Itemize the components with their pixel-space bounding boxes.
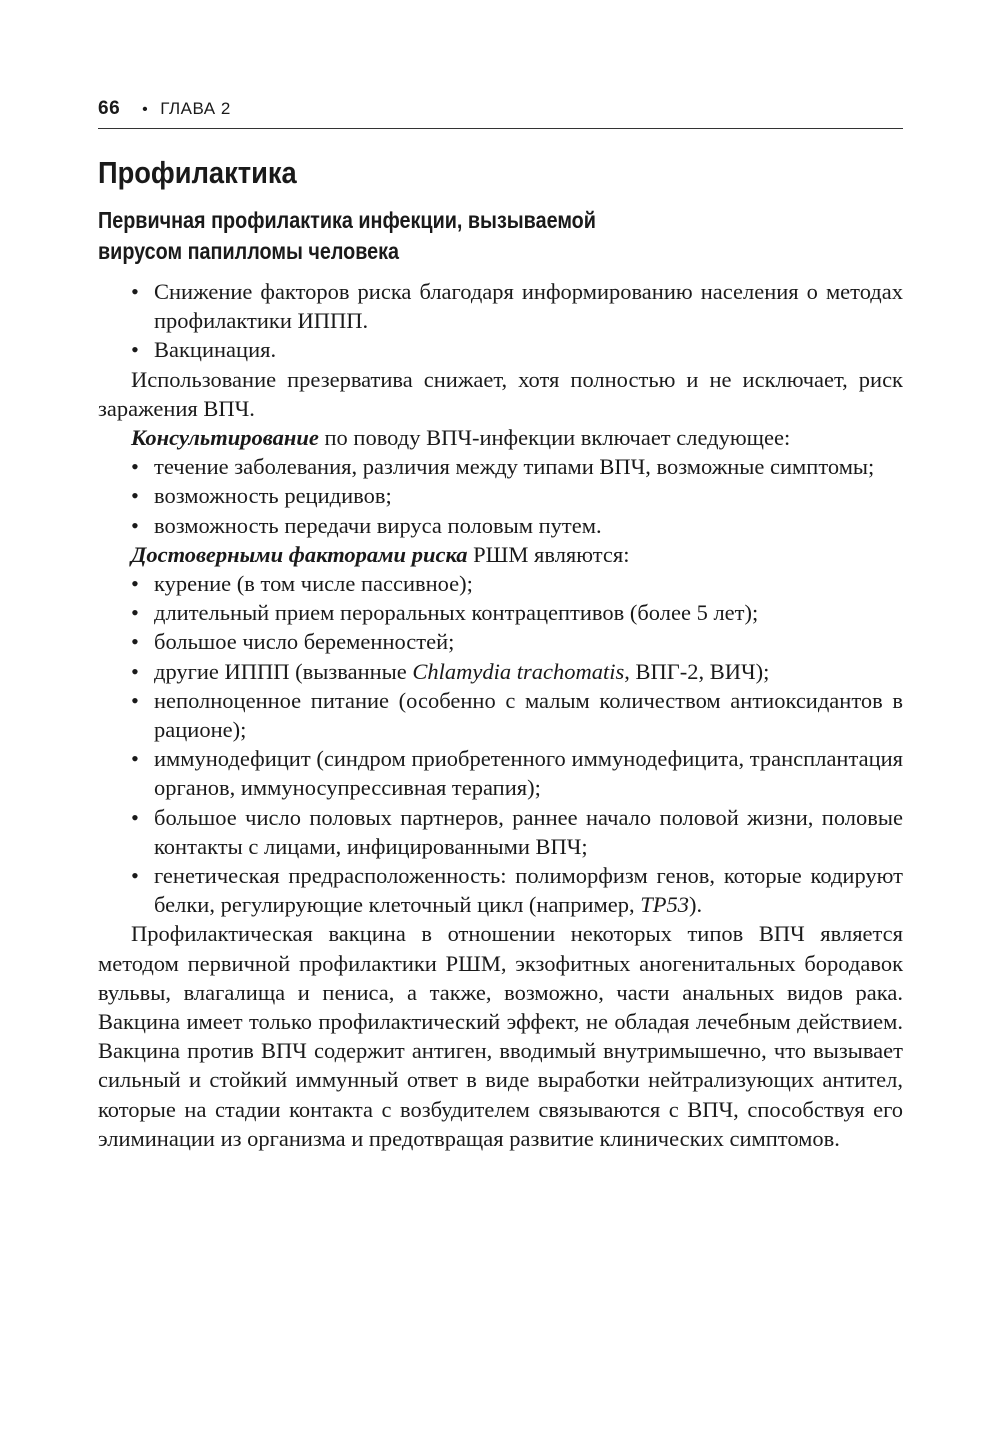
list-item: • течение заболевания, различия между типами ВПЧ, возможные симптомы; (98, 452, 903, 481)
risk-factors-intro (98, 540, 903, 569)
risk-factors-rest: РШМ являются: (467, 541, 630, 567)
counseling-rest: по поводу ВПЧ-инфекции включает следующее: (318, 425, 791, 451)
list-item: • курение (в том числе пассивное); (98, 569, 903, 598)
subsection-title (98, 205, 901, 267)
vaccine-paragraph: Профилактическая вакцина в отношении некоторых типов ВПЧ является методом первичной профилактики РШМ, экзофитных аногенитальных бородавок вульвы, влагалища и пениса, а также, возможно, части анальных видов рака. Вакцина имеет только профилактический эффект, не обладая лечебным действием. Вакцина против ВПЧ содержит антиген, вводимый внутримышечно, что вызывает сильный и стойкий иммунный ответ в виде выработки нейтрализующих антител, которые на стадии контакта с возбудителем связываются с ВПЧ, способствуя его элиминации из организма и предотвращая развитие клинических симптомов. (98, 921, 903, 1151)
counseling-lead: Консультирование (131, 425, 319, 451)
header-separator: • (142, 101, 149, 118)
page-number: 66 (98, 98, 121, 119)
list-item: • длительный прием пероральных контрацептивов (более 5 лет); (98, 598, 903, 627)
pathogen-latin-name: Chlamydia trachomatis (412, 658, 625, 684)
list-item (98, 657, 903, 686)
subsection-title-line2: вирусом папилломы человека (98, 238, 400, 264)
body-text (98, 277, 903, 1153)
list-item: • большое число беременностей; (98, 627, 903, 656)
risk-factors-lead: Достоверными факторами риска (131, 541, 468, 567)
chapter-label: ГЛАВА 2 (160, 99, 231, 118)
list-item: • Снижение факторов риска благодаря информированию населения о методах профилактики ИППП. (98, 277, 903, 335)
list-item: • иммунодефицит (синдром приобретенного иммунодефицита, трансплантация органов, иммуносупрессивная терапия); (98, 744, 903, 802)
counseling-intro (98, 423, 903, 452)
risk-factors-list (98, 569, 903, 919)
running-header (98, 98, 903, 129)
other-stis-after: , ВПГ-2, ВИЧ); (624, 658, 770, 684)
list-item: • большое число половых партнеров, раннее начало половой жизни, половые контакты с лицами, инфицированными ВПЧ; (98, 803, 903, 861)
section-title: Профилактика (98, 155, 297, 190)
list-item: • возможность передачи вируса половым путем. (98, 511, 903, 540)
other-stis-before: другие ИППП (вызванные (154, 658, 413, 684)
genetic-after: ). (688, 892, 703, 918)
counseling-list (98, 452, 903, 540)
genetic-before: генетическая предрасположенность: полиморфизм генов, которые кодируют белки, регулирующие клеточный цикл (например, (154, 863, 903, 918)
gene-name: TP53 (640, 892, 689, 918)
book-page (98, 98, 903, 1153)
primary-prevention-list (98, 277, 903, 365)
list-item: • возможность рецидивов; (98, 481, 903, 510)
subsection-title-line1: Первичная профилактика инфекции, вызываемой (98, 207, 596, 233)
condom-paragraph: Использование презерватива снижает, хотя полностью и не исключает, риск заражения ВПЧ. (98, 366, 903, 421)
list-item: • неполноценное питание (особенно с малым количеством антиоксидантов в рационе); (98, 686, 903, 744)
list-item: • Вакцинация. (98, 335, 903, 364)
list-item (98, 861, 903, 919)
